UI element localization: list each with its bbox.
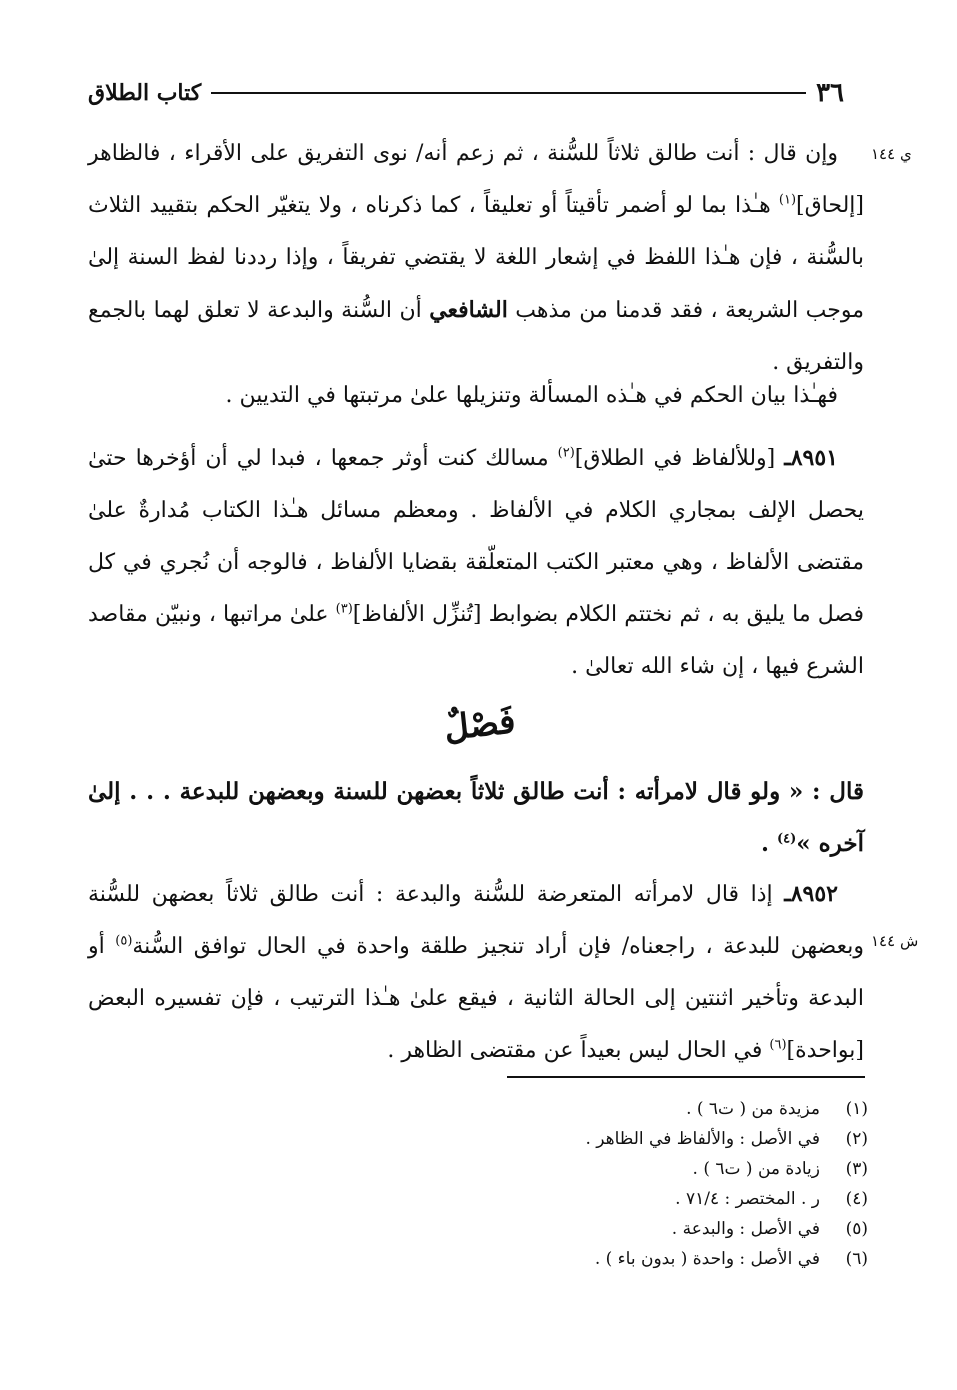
page-number: ٣٦ [816,78,844,108]
paragraph-3 [88,432,864,693]
footnote-number: (٢) [845,1129,868,1149]
paragraph-2 [88,370,864,422]
footnote-ref-4[interactable]: (٤) [776,831,797,847]
p3-text-c: علىٰ مراتبها ، ونبيّن مقاصد الشرع فيها ، إن شاء الله تعالىٰ . [88,602,864,679]
footnote-text: زيادة من ( ت٦ ) . [692,1159,820,1179]
paragraph-1 [88,128,864,389]
p5-text-b: أو البدعة وتأخير اثنتين إلى الحالة الثانية ، فيقع علىٰ هـٰذا الترتيب ، فإن تفسيره البعض [بواحدة] [88,934,864,1063]
footnote-item [300,1214,868,1244]
section-heading-text: فَصْلٌ [442,701,518,749]
footnote-item [300,1094,868,1124]
footnote-number: (١) [845,1099,868,1119]
footnote-item [300,1244,868,1274]
running-header [88,76,844,110]
footnote-number: (٦) [845,1249,868,1269]
book-title: كتاب الطلاق [88,80,202,106]
p2-text: فهـٰذا بيان الحكم في هـٰذه المسألة وتنزيلها علىٰ مرتبتها في التديين . [225,383,838,408]
p4-text-a: قال : « ولو قال لامرأته : أنت طالق ثلاثاً بعضهن للسنة وبعضهن للبدعة . . . إلىٰ آخره » [88,778,864,857]
p5-text-a: إذا قال لامرأته المتعرضة للسُّنة والبدعة : أنت طالق ثلاثاً بعضهن للسُّنة وبعضهن للبدعة ، راجعناه/ فإن أراد تنجيز طلقة واحدة في الحال توافق السُّنة [88,882,864,959]
footnote-item [300,1184,868,1214]
footnote-item [300,1124,868,1154]
p4-text-b: . [760,830,777,857]
footnote-number: (٤) [845,1189,868,1209]
margin-note-1: ي ١٤٤ [871,145,912,163]
p5-text-c: في الحال ليس بعيداً عن مقتضى الظاهر . [387,1038,770,1063]
footnotes [300,1094,868,1274]
section-heading [410,690,550,760]
footnote-number: (٥) [845,1219,868,1239]
footnote-text: ر . المختصر : ٧١/٤ . [675,1189,820,1209]
footnote-ref-1[interactable]: (١) [778,192,797,208]
footnote-text: في الأصل : واحدة ( بدون باء ) . [594,1249,820,1269]
paragraph-4 [88,766,864,870]
footnote-text: مزيدة من ( ت٦ ) . [686,1099,820,1119]
p1-shafii: الشافعي [429,297,508,323]
footnote-text: في الأصل : والألفاظ في الظاهر . [585,1129,820,1149]
p5-number: ٨٩٥٢ـ [784,881,838,907]
footnote-text: في الأصل : والبدعة . [671,1219,820,1239]
p1-text-a: وإن قال : أنت طالق ثلاثاً للسُّنة ، ثم زعم أنه/ نوى التفريق على الأقراء ، فالظاهر [إلحاق] [88,141,864,218]
p1-text-b: هـٰذا بما لو أضمر تأقيتاً أو تعليقاً ، كما ذكرناه ، ولا يتغيّر الحكم بتقييد الثلاث بالسُّنة ، فإن هـٰذا اللفظ في إشعار اللغة لا يقتضي تفريقاً ، وإذا رددنا لفظ السنة إلىٰ موجب الشريعة ، فقد قدمنا من مذهب [88,193,865,323]
header-rule [211,92,806,94]
p3-text-a: [وللألفاظ في الطلاق] [574,446,785,471]
footnote-number: (٣) [845,1159,868,1179]
footnote-ref-2[interactable]: (٢) [557,445,575,461]
footnote-ref-5[interactable]: (٥) [115,933,133,949]
p1-text-c: أن السُّنة والبدعة لا تعلق لهما بالجمع والتفريق . [88,298,864,375]
footnote-ref-6[interactable]: (٦) [769,1037,787,1053]
footnote-ref-3[interactable]: (٣) [335,601,353,617]
footnote-rule [507,1076,865,1078]
p3-number: ٨٩٥١ـ [784,445,838,471]
p3-text-b: مسالك كنت أوثر جمعها ، فبدا لي أن أؤخرها حتىٰ يحصل الإلف بمجاري الكلام في الألفاظ . ومعظم مسائل هـٰذا الكتاب مُدارةٌ علىٰ مقتضى الألفاظ ، وهي معتبر الكتب المتعلّقة بقضايا الألفاظ ، فالوجه أن نُجري في كل فصل ما يليق به ، ثم نختتم الكلام بضوابط [تُنزِّل الألفاظ] [88,446,864,627]
margin-note-2: ش ١٤٤ [871,932,919,950]
paragraph-5 [88,868,864,1077]
footnote-item [300,1154,868,1184]
